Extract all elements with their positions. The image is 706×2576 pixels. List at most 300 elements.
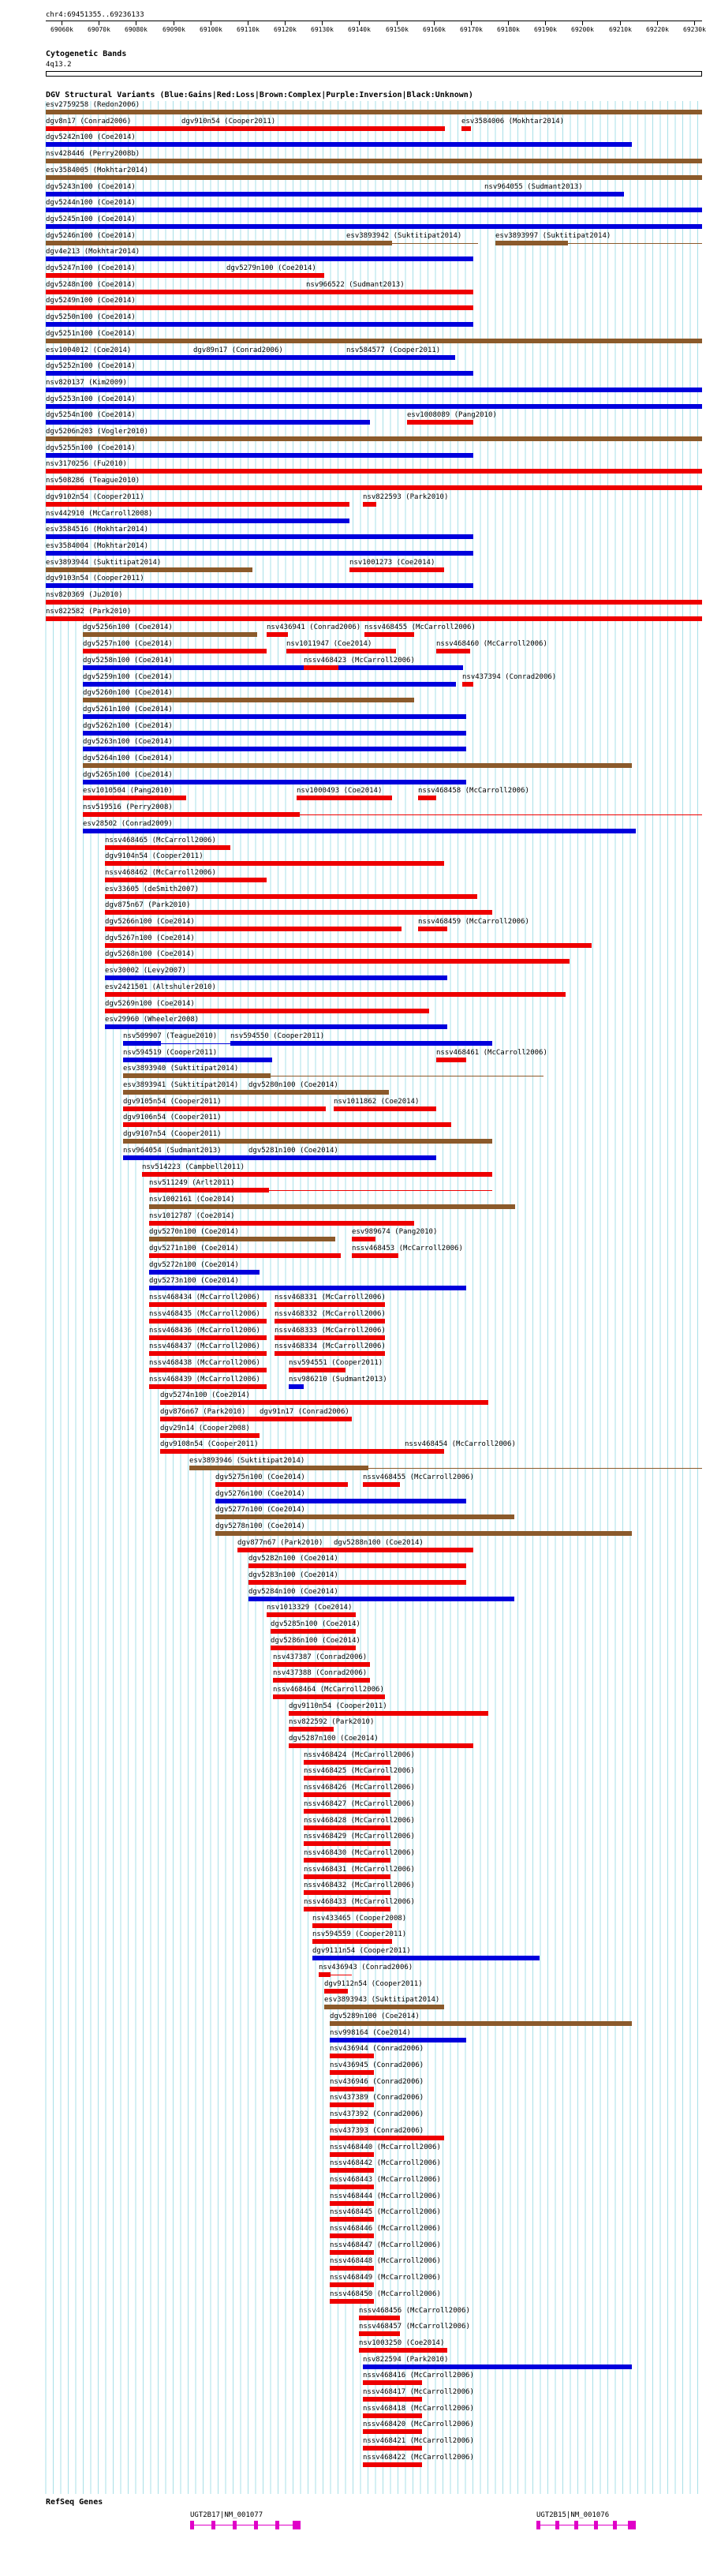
sv-bar[interactable] bbox=[248, 1580, 466, 1585]
sv-bar[interactable] bbox=[83, 649, 267, 653]
sv-bar[interactable] bbox=[105, 1024, 447, 1029]
sv-label[interactable]: nssv468429 (McCarroll2006) bbox=[304, 1833, 415, 1840]
sv-bar[interactable] bbox=[46, 322, 473, 327]
sv-label[interactable]: esv3584004 (Mokhtar2014) bbox=[46, 542, 149, 550]
sv-label[interactable]: esv1004012 (Coe2014) bbox=[46, 346, 132, 354]
sv-label[interactable]: dgv5274n100 (Coe2014) bbox=[160, 1391, 250, 1399]
sv-label[interactable]: nssv468436 (McCarroll2006) bbox=[149, 1327, 260, 1335]
sv-bar[interactable] bbox=[160, 1449, 405, 1454]
sv-label[interactable]: nssv468450 (McCarroll2006) bbox=[330, 2290, 441, 2298]
sv-label[interactable]: dgv5248n100 (Coe2014) bbox=[46, 281, 136, 289]
sv-label[interactable]: nssv468449 (McCarroll2006) bbox=[330, 2274, 441, 2282]
sv-label[interactable]: nsv1013329 (Coe2014) bbox=[267, 1604, 353, 1612]
sv-label[interactable]: dgv9107n54 (Cooper2011) bbox=[123, 1130, 222, 1138]
sv-bar[interactable] bbox=[123, 1122, 451, 1127]
sv-bar[interactable] bbox=[46, 241, 346, 245]
sv-label[interactable]: nssv468442 (McCarroll2006) bbox=[330, 2159, 441, 2167]
sv-label[interactable]: dgv5269n100 (Coe2014) bbox=[105, 1000, 195, 1008]
sv-bar[interactable] bbox=[142, 1172, 492, 1177]
sv-label[interactable]: dgv5244n100 (Coe2014) bbox=[46, 199, 136, 207]
sv-bar[interactable] bbox=[46, 192, 484, 197]
sv-bar[interactable] bbox=[461, 126, 471, 131]
sv-label[interactable]: dgv5250n100 (Coe2014) bbox=[46, 313, 136, 321]
sv-label[interactable]: esv28502 (Conrad2009) bbox=[83, 820, 173, 828]
sv-label[interactable]: nssv468424 (McCarroll2006) bbox=[304, 1751, 415, 1759]
sv-label[interactable]: nsv1003250 (Coe2014) bbox=[359, 2339, 445, 2347]
sv-label[interactable]: esv3584006 (Mokhtar2014) bbox=[461, 118, 565, 125]
sv-bar[interactable] bbox=[149, 1368, 267, 1372]
sv-bar[interactable] bbox=[363, 2380, 422, 2385]
sv-label[interactable]: nsv3170256 (Fu2010) bbox=[46, 460, 127, 468]
sv-bar[interactable] bbox=[215, 1482, 348, 1487]
sv-bar[interactable] bbox=[46, 583, 473, 588]
sv-label[interactable]: esv3584516 (Mokhtar2014) bbox=[46, 526, 149, 534]
sv-label[interactable]: nsv437389 (Conrad2006) bbox=[330, 2094, 424, 2102]
sv-label[interactable]: nsv442910 (McCarroll2008) bbox=[46, 510, 153, 518]
sv-bar[interactable] bbox=[105, 927, 402, 931]
sv-bar[interactable] bbox=[105, 992, 566, 997]
sv-label[interactable]: dgv5282n100 (Coe2014) bbox=[248, 1555, 338, 1563]
sv-bar[interactable] bbox=[297, 796, 392, 800]
sv-label[interactable]: nssv468333 (McCarroll2006) bbox=[275, 1327, 386, 1335]
sv-label[interactable]: nssv468446 (McCarroll2006) bbox=[330, 2225, 441, 2233]
sv-label[interactable]: nsv511249 (Arlt2011) bbox=[149, 1179, 235, 1187]
sv-label[interactable]: dgv5281n100 (Coe2014) bbox=[248, 1147, 338, 1155]
sv-bar-core[interactable] bbox=[189, 1466, 368, 1470]
sv-bar[interactable] bbox=[46, 469, 702, 474]
sv-label[interactable]: dgv5263n100 (Coe2014) bbox=[83, 738, 173, 746]
sv-label[interactable]: esv2421501 (Altshuler2010) bbox=[105, 983, 216, 991]
sv-bar[interactable] bbox=[330, 2299, 374, 2304]
sv-bar[interactable] bbox=[149, 1253, 341, 1258]
sv-bar[interactable] bbox=[330, 2266, 374, 2271]
sv-bar[interactable] bbox=[260, 1417, 352, 1421]
sv-bar[interactable] bbox=[334, 1106, 436, 1111]
sv-bar[interactable] bbox=[83, 796, 186, 800]
sv-label[interactable]: dgv5251n100 (Coe2014) bbox=[46, 330, 136, 338]
sv-label[interactable]: nssv468461 (McCarroll2006) bbox=[436, 1049, 547, 1057]
sv-bar[interactable] bbox=[46, 273, 226, 278]
sv-label[interactable]: nssv468457 (McCarroll2006) bbox=[359, 2323, 470, 2331]
sv-bar[interactable] bbox=[105, 1009, 429, 1013]
sv-bar[interactable] bbox=[312, 1939, 392, 1944]
sv-bar[interactable] bbox=[181, 126, 445, 131]
sv-bar[interactable] bbox=[273, 1662, 370, 1667]
sv-label[interactable]: dgv5255n100 (Coe2014) bbox=[46, 444, 136, 452]
sv-label[interactable]: dgv5247n100 (Coe2014) bbox=[46, 264, 136, 272]
sv-bar[interactable] bbox=[160, 1400, 488, 1405]
sv-bar[interactable] bbox=[363, 2413, 422, 2418]
sv-label[interactable]: nssv468462 (McCarroll2006) bbox=[105, 869, 216, 877]
sv-label[interactable]: dgv5206n203 (Vogler2010) bbox=[46, 428, 149, 436]
sv-bar[interactable] bbox=[436, 649, 470, 653]
sv-bar[interactable] bbox=[83, 829, 636, 833]
sv-label[interactable]: nssv468425 (McCarroll2006) bbox=[304, 1767, 415, 1775]
sv-label[interactable]: nssv468431 (McCarroll2006) bbox=[304, 1866, 415, 1874]
sv-bar[interactable] bbox=[149, 1270, 260, 1275]
sv-label[interactable]: dgv5262n100 (Coe2014) bbox=[83, 722, 173, 730]
sv-label[interactable]: nssv468331 (McCarroll2006) bbox=[275, 1294, 386, 1301]
sv-bar[interactable] bbox=[275, 1319, 385, 1324]
sv-bar[interactable] bbox=[248, 1597, 514, 1601]
sv-label[interactable]: nssv468428 (McCarroll2006) bbox=[304, 1817, 415, 1825]
sv-label[interactable]: nsv594519 (Cooper2011) bbox=[123, 1049, 218, 1057]
sv-bar[interactable] bbox=[324, 2005, 444, 2009]
gene-exon[interactable] bbox=[594, 2521, 598, 2529]
sv-bar[interactable] bbox=[312, 1956, 540, 1960]
sv-label[interactable]: nssv468423 (McCarroll2006) bbox=[304, 657, 415, 665]
sv-label[interactable]: nsv436946 (Conrad2006) bbox=[330, 2078, 424, 2086]
sv-bar[interactable] bbox=[149, 1384, 267, 1389]
sv-label[interactable]: esv30002 (Levy2007) bbox=[105, 967, 186, 975]
sv-bar[interactable] bbox=[46, 519, 349, 523]
sv-bar[interactable] bbox=[46, 404, 702, 409]
sv-label[interactable]: nssv468334 (McCarroll2006) bbox=[275, 1342, 386, 1350]
sv-label[interactable]: nssv468455 (McCarroll2006) bbox=[363, 1473, 474, 1481]
sv-label[interactable]: nsv437387 (Conrad2006) bbox=[273, 1653, 368, 1661]
sv-label[interactable]: nssv468433 (McCarroll2006) bbox=[304, 1898, 415, 1906]
sv-label[interactable]: dgv4e213 (Mokhtar2014) bbox=[46, 248, 140, 256]
sv-bar-core[interactable] bbox=[149, 1188, 269, 1193]
sv-bar[interactable] bbox=[46, 355, 193, 360]
sv-bar[interactable] bbox=[248, 1155, 436, 1160]
sv-bar[interactable] bbox=[149, 1204, 515, 1209]
sv-bar[interactable] bbox=[324, 1989, 348, 1994]
sv-label[interactable]: nssv468443 (McCarroll2006) bbox=[330, 2176, 441, 2184]
sv-label[interactable]: nssv468454 (McCarroll2006) bbox=[405, 1440, 516, 1448]
sv-label[interactable]: nsv998164 (Coe2014) bbox=[330, 2029, 411, 2037]
sv-label[interactable]: dgv9105n54 (Cooper2011) bbox=[123, 1098, 222, 1106]
sv-label[interactable]: nsv1012787 (Coe2014) bbox=[149, 1212, 235, 1220]
sv-label[interactable]: dgv9103n54 (Cooper2011) bbox=[46, 575, 144, 582]
sv-bar-core[interactable] bbox=[346, 241, 392, 245]
sv-bar[interactable] bbox=[330, 2136, 444, 2140]
sv-label[interactable]: nssv468430 (McCarroll2006) bbox=[304, 1849, 415, 1857]
sv-bar-core[interactable] bbox=[123, 1073, 271, 1078]
sv-label[interactable]: dgv5259n100 (Coe2014) bbox=[83, 673, 173, 681]
sv-bar[interactable] bbox=[330, 2185, 374, 2189]
sv-label[interactable]: dgv9110n54 (Cooper2011) bbox=[289, 1702, 387, 1710]
sv-bar[interactable] bbox=[149, 1319, 267, 1324]
sv-bar[interactable] bbox=[407, 420, 473, 425]
sv-bar[interactable] bbox=[46, 256, 473, 261]
sv-label[interactable]: nssv468447 (McCarroll2006) bbox=[330, 2241, 441, 2249]
sv-bar[interactable] bbox=[46, 224, 702, 229]
sv-label[interactable]: dgv89n17 (Conrad2006) bbox=[193, 346, 283, 354]
sv-label[interactable]: dgv910n54 (Cooper2011) bbox=[181, 118, 276, 125]
sv-bar-core[interactable] bbox=[319, 1972, 331, 1977]
sv-label[interactable]: dgv5271n100 (Coe2014) bbox=[149, 1245, 239, 1252]
sv-bar[interactable] bbox=[289, 1727, 334, 1732]
sv-bar[interactable] bbox=[363, 2446, 422, 2451]
sv-bar[interactable] bbox=[330, 2201, 374, 2206]
sv-label[interactable]: nssv468459 (McCarroll2006) bbox=[418, 918, 529, 926]
sv-bar[interactable] bbox=[46, 371, 473, 376]
gene-exon[interactable] bbox=[233, 2521, 237, 2529]
sv-label[interactable]: dgv5257n100 (Coe2014) bbox=[83, 640, 173, 648]
sv-label[interactable]: esv3893944 (Suktitipat2014) bbox=[46, 559, 162, 567]
sv-bar[interactable] bbox=[149, 1286, 466, 1290]
sv-label[interactable]: nsv594559 (Cooper2011) bbox=[312, 1930, 407, 1938]
sv-label[interactable]: dgv5254n100 (Coe2014) bbox=[46, 411, 136, 419]
sv-label[interactable]: nsv964054 (Sudmant2013) bbox=[123, 1147, 222, 1155]
sv-bar[interactable] bbox=[275, 1335, 385, 1340]
sv-bar[interactable] bbox=[289, 1743, 473, 1748]
sv-bar[interactable] bbox=[363, 2397, 422, 2402]
sv-bar[interactable] bbox=[105, 894, 477, 899]
sv-bar[interactable] bbox=[363, 2364, 632, 2369]
sv-label[interactable]: nsv436943 (Conrad2006) bbox=[319, 1964, 413, 1971]
sv-bar[interactable] bbox=[330, 2282, 374, 2287]
sv-bar[interactable] bbox=[215, 1499, 466, 1503]
sv-label[interactable]: nssv468422 (McCarroll2006) bbox=[363, 2454, 474, 2462]
sv-label[interactable]: nsv437388 (Conrad2006) bbox=[273, 1669, 368, 1677]
sv-bar[interactable] bbox=[123, 1058, 272, 1062]
sv-bar[interactable] bbox=[330, 2054, 374, 2058]
sv-label[interactable]: nsv822592 (Park2010) bbox=[289, 1718, 375, 1726]
sv-bar[interactable] bbox=[363, 1482, 400, 1487]
sv-bar[interactable] bbox=[83, 714, 466, 719]
gene-exon[interactable] bbox=[574, 2521, 578, 2529]
sv-label[interactable]: esv3893946 (Suktitipat2014) bbox=[189, 1457, 305, 1465]
sv-bar[interactable] bbox=[275, 1302, 385, 1307]
sv-bar[interactable] bbox=[46, 551, 473, 556]
sv-label[interactable]: esv989674 (Pang2010) bbox=[352, 1228, 438, 1236]
sv-label[interactable]: nsv986210 (Sudmant2013) bbox=[289, 1376, 387, 1383]
sv-bar[interactable] bbox=[267, 1612, 356, 1617]
sv-label[interactable]: dgv5267n100 (Coe2014) bbox=[105, 934, 195, 942]
sv-bar[interactable] bbox=[273, 1678, 370, 1683]
sv-bar[interactable] bbox=[83, 763, 632, 768]
sv-label[interactable]: dgv5264n100 (Coe2014) bbox=[83, 754, 173, 762]
sv-label[interactable]: nsv436945 (Conrad2006) bbox=[330, 2061, 424, 2069]
sv-label[interactable]: dgv5243n100 (Coe2014) bbox=[46, 183, 136, 191]
sv-bar[interactable] bbox=[46, 567, 252, 572]
sv-label[interactable]: dgv8n17 (Conrad2006) bbox=[46, 118, 132, 125]
sv-bar[interactable] bbox=[346, 355, 455, 360]
sv-bar[interactable] bbox=[105, 959, 570, 964]
sv-label[interactable]: nsv508286 (Teague2010) bbox=[46, 477, 140, 485]
sv-label[interactable]: dgv876n67 (Park2010) bbox=[160, 1408, 246, 1416]
sv-bar[interactable] bbox=[304, 1760, 390, 1765]
sv-bar[interactable] bbox=[462, 682, 473, 687]
sv-label[interactable]: dgv5278n100 (Coe2014) bbox=[215, 1522, 305, 1530]
sv-label[interactable]: dgv877n67 (Park2010) bbox=[237, 1539, 323, 1547]
sv-bar[interactable] bbox=[330, 2250, 374, 2255]
sv-bar[interactable] bbox=[273, 1694, 385, 1699]
sv-label[interactable]: nssv468416 (McCarroll2006) bbox=[363, 2372, 474, 2379]
sv-bar[interactable] bbox=[289, 1711, 488, 1716]
sv-bar[interactable] bbox=[304, 1890, 390, 1895]
sv-label[interactable]: dgv5246n100 (Coe2014) bbox=[46, 232, 136, 240]
sv-bar[interactable] bbox=[405, 1449, 444, 1454]
sv-label[interactable]: nsv594550 (Cooper2011) bbox=[230, 1032, 325, 1040]
sv-bar[interactable] bbox=[105, 878, 267, 882]
sv-bar[interactable] bbox=[363, 2429, 422, 2434]
sv-label[interactable]: nsv822593 (Park2010) bbox=[363, 493, 449, 501]
sv-label[interactable]: dgv5280n100 (Coe2014) bbox=[248, 1081, 338, 1089]
sv-bar[interactable] bbox=[363, 502, 376, 507]
sv-label[interactable]: dgv9106n54 (Cooper2011) bbox=[123, 1114, 222, 1121]
sv-bar[interactable] bbox=[304, 1841, 390, 1846]
sv-bar[interactable] bbox=[230, 1041, 492, 1046]
sv-label[interactable]: esv3893942 (Suktitipat2014) bbox=[346, 232, 462, 240]
sv-bar[interactable] bbox=[304, 1907, 390, 1911]
sv-bar-core[interactable] bbox=[495, 241, 568, 245]
sv-label[interactable]: dgv5249n100 (Coe2014) bbox=[46, 297, 136, 305]
sv-label[interactable]: dgv5286n100 (Coe2014) bbox=[271, 1637, 360, 1645]
sv-label[interactable]: nsv822594 (Park2010) bbox=[363, 2356, 449, 2364]
sv-label[interactable]: dgv5284n100 (Coe2014) bbox=[248, 1588, 338, 1596]
sv-label[interactable]: esv3893943 (Suktitipat2014) bbox=[324, 1996, 440, 2004]
sv-bar[interactable] bbox=[330, 2119, 374, 2124]
sv-bar[interactable] bbox=[330, 2233, 374, 2238]
sv-label[interactable]: nssv468434 (McCarroll2006) bbox=[149, 1294, 260, 1301]
sv-label[interactable]: nssv468440 (McCarroll2006) bbox=[330, 2144, 441, 2151]
sv-bar[interactable] bbox=[418, 796, 436, 800]
sv-bar[interactable] bbox=[46, 502, 349, 507]
sv-bar[interactable] bbox=[289, 1384, 304, 1389]
sv-bar[interactable] bbox=[330, 2152, 374, 2157]
sv-bar[interactable] bbox=[484, 192, 624, 197]
sv-bar[interactable] bbox=[46, 110, 702, 114]
sv-label[interactable]: dgv29n14 (Cooper2008) bbox=[160, 1425, 250, 1432]
sv-bar[interactable] bbox=[237, 1548, 334, 1552]
sv-bar[interactable] bbox=[149, 1335, 267, 1340]
sv-bar[interactable] bbox=[83, 780, 466, 784]
sv-label[interactable]: dgv875n67 (Park2010) bbox=[105, 901, 191, 909]
sv-label[interactable]: nsv820137 (Kim2009) bbox=[46, 379, 127, 387]
sv-label[interactable]: nsv428446 (Perry2008b) bbox=[46, 150, 140, 158]
sv-bar[interactable] bbox=[105, 845, 230, 850]
sv-label[interactable]: nssv468426 (McCarroll2006) bbox=[304, 1784, 415, 1792]
sv-bar[interactable] bbox=[46, 175, 702, 180]
sv-bar[interactable] bbox=[123, 1106, 326, 1111]
gene-exon[interactable] bbox=[254, 2521, 258, 2529]
sv-bar[interactable] bbox=[359, 2316, 400, 2320]
sv-bar[interactable] bbox=[149, 1302, 267, 1307]
gene-label[interactable]: UGT2B15|NM_001076 bbox=[536, 2511, 610, 2519]
sv-bar[interactable] bbox=[46, 388, 702, 392]
sv-bar[interactable] bbox=[304, 1858, 390, 1863]
sv-bar[interactable] bbox=[334, 1548, 473, 1552]
sv-bar[interactable] bbox=[286, 649, 396, 653]
sv-bar-core[interactable] bbox=[123, 1041, 161, 1046]
sv-label[interactable]: nssv468439 (McCarroll2006) bbox=[149, 1376, 260, 1383]
sv-bar[interactable] bbox=[83, 731, 466, 736]
sv-label[interactable]: esv3893941 (Suktitipat2014) bbox=[123, 1081, 239, 1089]
sv-label[interactable]: esv1008089 (Pang2010) bbox=[407, 411, 497, 419]
sv-label[interactable]: dgv5287n100 (Coe2014) bbox=[289, 1735, 379, 1743]
sv-bar[interactable] bbox=[46, 436, 702, 441]
sv-bar[interactable] bbox=[46, 159, 702, 163]
sv-bar[interactable] bbox=[271, 1646, 356, 1650]
sv-bar[interactable] bbox=[193, 355, 346, 360]
sv-label[interactable]: nssv468445 (McCarroll2006) bbox=[330, 2208, 441, 2216]
sv-bar[interactable] bbox=[215, 1531, 632, 1536]
sv-bar[interactable] bbox=[304, 665, 338, 670]
sv-label[interactable]: dgv5256n100 (Coe2014) bbox=[83, 623, 173, 631]
sv-label[interactable]: dgv5277n100 (Coe2014) bbox=[215, 1506, 305, 1514]
sv-label[interactable]: nsv1011947 (Coe2014) bbox=[286, 640, 372, 648]
sv-label[interactable]: dgv5288n100 (Coe2014) bbox=[334, 1539, 424, 1547]
sv-label[interactable]: nssv468432 (McCarroll2006) bbox=[304, 1881, 415, 1889]
sv-bar[interactable] bbox=[46, 420, 370, 425]
sv-label[interactable]: nsv436944 (Conrad2006) bbox=[330, 2045, 424, 2053]
sv-bar[interactable] bbox=[46, 290, 306, 294]
gene-exon[interactable] bbox=[275, 2521, 279, 2529]
sv-bar[interactable] bbox=[160, 1417, 260, 1421]
sv-bar[interactable] bbox=[436, 1058, 466, 1062]
sv-label[interactable]: nsv1002161 (Coe2014) bbox=[149, 1196, 235, 1204]
sv-label[interactable]: nsv1000493 (Coe2014) bbox=[297, 787, 383, 795]
sv-label[interactable]: nsv822582 (Park2010) bbox=[46, 608, 132, 616]
sv-label[interactable]: nssv468427 (McCarroll2006) bbox=[304, 1800, 415, 1808]
sv-label[interactable]: esv2759258 (Redon2006) bbox=[46, 101, 140, 109]
sv-label[interactable]: dgv5252n100 (Coe2014) bbox=[46, 362, 136, 370]
sv-label[interactable]: nsv584577 (Cooper2011) bbox=[346, 346, 441, 354]
gene-exon[interactable] bbox=[555, 2521, 559, 2529]
gene-exon[interactable] bbox=[211, 2521, 215, 2529]
sv-label[interactable]: dgv9111n54 (Cooper2011) bbox=[312, 1947, 411, 1955]
sv-bar[interactable] bbox=[304, 1792, 390, 1797]
sv-bar[interactable] bbox=[160, 1433, 260, 1438]
sv-bar[interactable] bbox=[46, 142, 632, 147]
sv-bar[interactable] bbox=[105, 975, 447, 980]
sv-bar[interactable] bbox=[46, 453, 473, 458]
sv-label[interactable]: nsv594551 (Cooper2011) bbox=[289, 1359, 383, 1367]
sv-bar[interactable] bbox=[46, 616, 702, 621]
sv-label[interactable]: nsv433465 (Cooper2008) bbox=[312, 1915, 407, 1923]
gene-exon[interactable] bbox=[536, 2521, 540, 2529]
gene-exon[interactable] bbox=[628, 2521, 636, 2529]
sv-label[interactable]: dgv5273n100 (Coe2014) bbox=[149, 1277, 239, 1285]
sv-label[interactable]: dgv5245n100 (Coe2014) bbox=[46, 215, 136, 223]
sv-bar[interactable] bbox=[123, 1155, 248, 1160]
sv-bar[interactable] bbox=[330, 2217, 374, 2222]
sv-label[interactable]: dgv5242n100 (Coe2014) bbox=[46, 133, 136, 141]
sv-label[interactable]: nssv468448 (McCarroll2006) bbox=[330, 2257, 441, 2265]
sv-bar[interactable] bbox=[304, 1776, 390, 1780]
sv-bar[interactable] bbox=[330, 2021, 632, 2026]
sv-bar[interactable] bbox=[349, 567, 444, 572]
sv-label[interactable]: nsv966522 (Sudmant2013) bbox=[306, 281, 405, 289]
sv-label[interactable]: esv33605 (deSmith2007) bbox=[105, 886, 200, 893]
sv-label[interactable]: dgv5276n100 (Coe2014) bbox=[215, 1490, 305, 1498]
sv-bar[interactable] bbox=[123, 1139, 492, 1144]
sv-label[interactable]: dgv5285n100 (Coe2014) bbox=[271, 1620, 360, 1628]
sv-label[interactable]: nssv468418 (McCarroll2006) bbox=[363, 2405, 474, 2413]
sv-label[interactable]: nssv468453 (McCarroll2006) bbox=[352, 1245, 463, 1252]
sv-bar[interactable] bbox=[46, 305, 473, 310]
sv-bar[interactable] bbox=[306, 290, 473, 294]
sv-bar[interactable] bbox=[304, 1825, 390, 1830]
sv-bar[interactable] bbox=[364, 632, 414, 637]
sv-bar[interactable] bbox=[215, 1515, 514, 1519]
sv-bar[interactable] bbox=[83, 747, 466, 751]
sv-bar[interactable] bbox=[105, 910, 492, 915]
sv-label[interactable]: dgv5253n100 (Coe2014) bbox=[46, 395, 136, 403]
sv-bar[interactable] bbox=[363, 2462, 422, 2467]
sv-label[interactable]: nssv468332 (McCarroll2006) bbox=[275, 1310, 386, 1318]
sv-bar[interactable] bbox=[123, 1090, 248, 1095]
sv-bar[interactable] bbox=[105, 943, 592, 948]
sv-label[interactable]: nsv514223 (Campbell2011) bbox=[142, 1163, 245, 1171]
sv-label[interactable]: nsv436941 (Conrad2006) bbox=[267, 623, 361, 631]
sv-label[interactable]: esv3893940 (Suktitipat2014) bbox=[123, 1065, 239, 1073]
sv-label[interactable]: dgv5289n100 (Coe2014) bbox=[330, 2012, 420, 2020]
sv-label[interactable]: nsv509907 (Teague2010) bbox=[123, 1032, 218, 1040]
